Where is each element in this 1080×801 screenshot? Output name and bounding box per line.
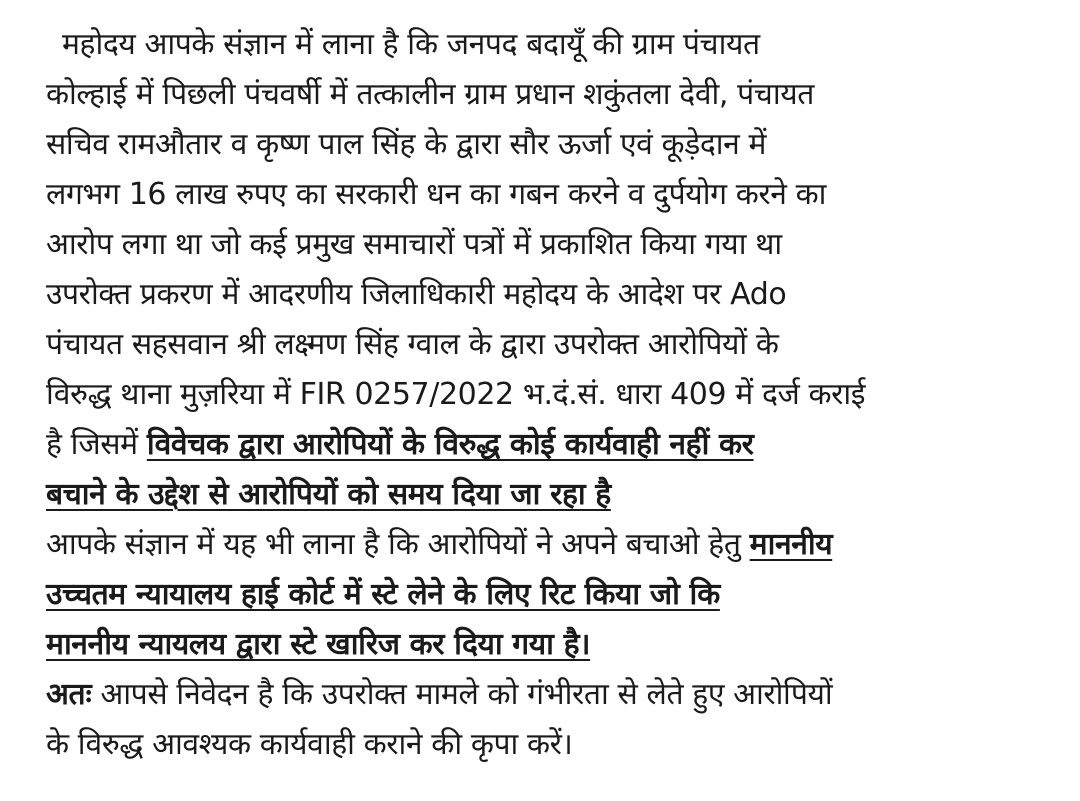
text-line: आरोप लगा था जो कई प्रमुख समाचारों पत्रों में प्रकाशित किया गया था: [46, 227, 782, 262]
text-line: [46, 570, 1046, 620]
text-line: सचिव रामऔतार व कृष्ण पाल सिंह के द्वारा सौर ऊर्जा एवं कूड़ेदान में: [46, 127, 767, 162]
plain-text: आपसे निवेदन है कि उपरोक्त मामले को गंभीरता से लेते हुए आरोपियों: [91, 677, 833, 712]
text-line: विरुद्ध थाना मुज़रिया में FIR 0257/2022 भ.दं.सं. धारा 409 में दर्ज कराई: [46, 377, 866, 412]
text-line: के विरुद्ध आवश्यक कार्यवाही कराने की कृपा करें।: [46, 727, 573, 762]
emphasized-text: बचाने के उद्देश से आरोपियों को समय दिया जा रहा है: [46, 477, 611, 512]
text-line: [46, 670, 1046, 720]
complaint-letter-body: [46, 20, 1046, 770]
text-line: महोदय आपके संज्ञान में लाना है कि जनपद बदायूँ की ग्राम पंचायत: [62, 27, 760, 62]
text-line: [46, 620, 1046, 670]
text-line: [46, 470, 1046, 520]
text-line: उपरोक्त प्रकरण में आदरणीय जिलाधिकारी महोदय के आदेश पर Ado: [46, 277, 787, 312]
text-line: पंचायत सहसवान श्री लक्ष्मण सिंह ग्वाल के द्वारा उपरोक्त आरोपियों के: [46, 327, 779, 362]
plain-text: है जिसमें: [46, 427, 147, 462]
emphasized-text: विवेचक द्वारा आरोपियों के विरुद्ध कोई कार्यवाही नहीं कर: [146, 427, 754, 462]
text-line: [46, 420, 1046, 470]
emphasized-text: उच्चतम न्यायालय हाई कोर्ट में स्टे लेने के लिए रिट किया जो कि: [46, 577, 720, 612]
text-line: लगभग 16 लाख रुपए का सरकारी धन का गबन करने व दुर्पयोग करने का: [46, 177, 827, 212]
text-line: [46, 520, 1046, 570]
plain-text: आपके संज्ञान में यह भी लाना है कि आरोपियों ने अपने बचाओ हेतु: [46, 527, 750, 562]
emphasized-text: माननीय: [749, 527, 833, 562]
text-line: कोल्हाई में पिछली पंचवर्षी में तत्कालीन ग्राम प्रधान शकुंतला देवी, पंचायत: [46, 77, 814, 112]
emphasized-text: माननीय न्यायलय द्वारा स्टे खारिज कर दिया गया है।: [46, 627, 591, 662]
bold-text: अतः: [46, 677, 92, 712]
